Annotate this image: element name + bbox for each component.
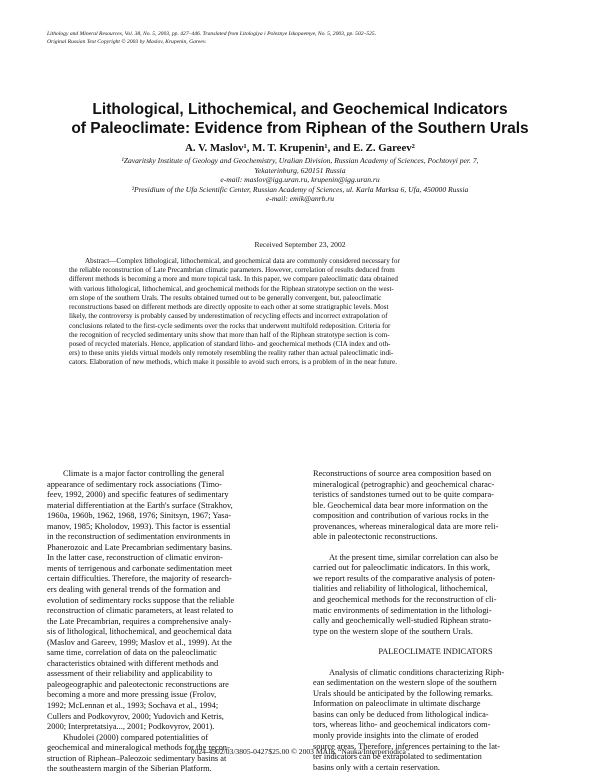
email-line: e-mail: emik@anrb.ru [265, 194, 335, 204]
body-text-line: appearance of sedimentary rock associations (Timo- [47, 479, 222, 489]
affiliation-line: ²Presidium of the Ufa Scientific Center, Russian Academy of Sciences, ul. Karla Marksa 6, Ufa, 450000 Russia [131, 184, 469, 194]
footer-copyright: 0024-4902/03/3805-0427$25.00 © 2003 MAIK “Nauka/Interperiodica” [190, 747, 410, 756]
right-column [313, 469, 558, 773]
abstract-line: likely, the controversy is probably caused by underestimation of recycling effects and incorrect extrapolation of [69, 312, 388, 321]
body-text-line: carried out for paleoclimatic indicators. In this work, [313, 563, 490, 573]
body-text-line: the Late Precambrian, requires a comprehensive analy- [47, 616, 232, 626]
body-text-line: struction of Riphean–Paleozoic sedimentary basins at [47, 753, 227, 763]
body-text-line: tialities and reliability of lithological, lithochemical, [313, 584, 488, 594]
abstract-line: conclusions related to the first-cycle sediments over the rocks that underwent multifold redeposition. Criteria for [69, 321, 391, 330]
body-text-line: teristics of sandstones turned out to be quite compara- [313, 490, 494, 500]
body-text-line: in the reconstruction of sedimentation environments in [47, 532, 231, 542]
title-line-1: Lithological, Lithochemical, and Geochemical Indicators [92, 101, 508, 118]
body-text-line: type on the western slope of the southern Urals. [313, 626, 473, 636]
body-text-line: Reconstructions of source area composition based on [313, 469, 492, 478]
body-text-line: reconstruction of climatic parameters, at least related to [47, 606, 234, 616]
body-text-line: ers dealing with general trends of the formation and [47, 585, 221, 595]
body-text-line: 1960a, 1960b, 1962, 1968, 1976; Sinitsyn, 1967; Yasa- [47, 511, 232, 521]
abstract-line: ern slope of the southern Urals. The results obtained turned out to be generally convergent, but, paleoclimatic [69, 293, 382, 302]
body-text-line: mineralogical (petrographic) and geochemical charac- [313, 479, 495, 489]
affiliations [50, 156, 550, 204]
body-text-line: basins can only be deduced from lithological indica- [313, 709, 489, 719]
abstract-line: cators. Elaboration of new methods, which make it possible to avoid such errors, is a problem of in the near future. [69, 358, 397, 367]
body-text-line: sis of lithological, lithochemical, and geochemical data [47, 627, 232, 637]
section-heading: PALEOCLIMATE INDICATORS [378, 647, 493, 657]
body-text-line: certain difficulties. Therefore, the majority of research- [47, 574, 232, 584]
body-text-line: In the latter case, reconstruction of climatic environ- [47, 553, 223, 563]
body-text-line: ble. Geochemical data bear more information on the [313, 500, 488, 510]
abstract-line: the reliable reconstruction of Late Precambrian climatic parameters. However, correlation of results deduced from [69, 266, 395, 275]
body-text-line: becoming a more and more pressing issue (Frolov, [47, 690, 217, 700]
affiliation-line: Yekaterinburg, 620151 Russia [254, 165, 346, 175]
body-text-line: tors, whereas litho- and geochemical indicators com- [313, 720, 491, 730]
body-text-line: 1992; McLennan et al., 1993; Sochava et al., 1994; [47, 701, 219, 711]
abstract-line: different methods is becoming a more and more topical task. In this paper, we compare paleoclimatic data obtained [69, 275, 398, 284]
body-text-line: same time, correlation of data on the paleoclimatic [47, 648, 217, 658]
body-text-line: basins only with a certain reservation. [313, 762, 440, 772]
body-text-line: cally and geochemically well-studied Riphean strato- [313, 616, 492, 626]
body-text-line: Climate is a major factor controlling the general [63, 469, 225, 478]
body-text-line: Information on paleoclimate in ultimate discharge [313, 699, 481, 709]
body-text-line: 2000; Interpretatsiya..., 2001; Podkovyrov, 2001). [47, 722, 215, 732]
body-text-line: ean sedimentation on the western slope of the southern [313, 678, 497, 688]
body-text-line: manov, 1985; Kholodov, 1993). This factor is essential [47, 521, 231, 531]
body-text-line: (Maslov and Gareev, 1999; Maslov et al., 1999). At the [47, 637, 232, 647]
body-text-line: At the present time, similar correlation can also be [329, 552, 499, 562]
left-column [47, 469, 299, 775]
body-text-line: assessment of their reliability and applicability to [47, 669, 213, 679]
body-text-line: evolution of sedimentary rocks suppose that the reliable [47, 595, 235, 605]
body-text-line: ter indicators can be extrapolated to sedimentation [313, 752, 482, 762]
body-text-line: and geochemical methods for the reconstruction of cli- [313, 595, 497, 605]
body-text-line: geochemical and mineralogical methods for the recon- [47, 743, 230, 753]
abstract-line: reconstructions based on different methods are directly opposite to each other at some stratigraphic levels. Most [69, 303, 389, 312]
abstract-line: ers) to these units yields virtual models only remotely resembling the reality rather than actual paleoclimatic indi- [69, 349, 394, 358]
body-text-line: able in paleotectonic reconstructions. [313, 532, 438, 542]
body-text-line: Khudolei (2000) compared potentialities of [63, 732, 209, 742]
paper-title [40, 100, 560, 138]
body-text-line: paleogeographic and paleotectonic reconstructions are [47, 679, 229, 689]
header-copyright: Original Russian Text Copyright © 2003 by Maslov, Krupenin, Gareev. [47, 38, 207, 45]
abstract-line: Abstract—Complex lithological, lithochemical, and geochemical data are commonly considered necessary for [85, 257, 400, 265]
abstract-line: with various lithological, lithochemical, and geochemical methods for the Riphean stratotype section on the west- [69, 284, 394, 293]
abstract-line: posed of recycled materials. Hence, application of standard litho- and geochemical methods (CIA index and oth- [69, 339, 391, 348]
received-date: Received September 23, 2002 [254, 240, 346, 249]
body-text-line: Analysis of climatic conditions characterizing Riph- [329, 667, 505, 677]
email-line: e-mail: maslov@igg.uran.ru, krupenin@igg.uran.ru [220, 175, 380, 185]
body-text-line: the southeastern margin of the Siberian Platform. [47, 764, 212, 774]
body-text-line: ments of terrigenous and carbonate sedimentation meet [47, 563, 233, 573]
body-text-line: Cullers and Podkovyrov, 2000; Yudovich and Ketris, [47, 711, 224, 721]
body-text-line: material differentiation at the Earth's surface (Strakhov, [47, 500, 233, 510]
running-header [47, 31, 557, 46]
header-citation: Lithology and Mineral Resources, Vol. 38, No. 5, 2003, pp. 427–446. Translated from Litologiya i Poleznye Iskopaemye, No. 5, 2003, pp. 502–525. [47, 31, 377, 37]
authors: A. V. Maslov¹, M. T. Krupenin¹, and E. Z. Gareev² [185, 142, 415, 154]
body-text-line: monly provide insights into the climate of eroded [313, 731, 479, 741]
abstract [69, 257, 531, 368]
abstract-line: the recognition of recycled sedimentary units show that more than half of the Riphean stratotype section is com- [69, 330, 390, 339]
affiliation-line: ¹Zavaritsky Institute of Geology and Geochemistry, Uralian Division, Russian Academy of Sciences, Pochtovyi per. 7, [121, 156, 479, 165]
body-text-line: source areas. Therefore, inferences pertaining to the lat- [313, 741, 501, 751]
body-text-line: Urals should be anticipated by the following remarks. [313, 688, 494, 698]
body-text-line: composition and contribution of various rocks in the [313, 511, 489, 521]
body-text-line: provenances, whereas mineralogical data are more reli- [313, 521, 499, 531]
title-line-2: of Paleoclimate: Evidence from Riphean of the Southern Urals [71, 120, 529, 137]
body-text-line: matic environments of sedimentation in the lithologi- [313, 605, 492, 615]
body-text-line: characteristics obtained with different methods and [47, 658, 219, 668]
body-text-line: Phanerozoic and Late Precambrian sedimentary basins. [47, 542, 233, 552]
body-text-line: we report results of the comparative analysis of poten- [313, 573, 496, 583]
body-text-line: feev, 1992, 2000) and specific features of sedimentary [47, 490, 229, 500]
